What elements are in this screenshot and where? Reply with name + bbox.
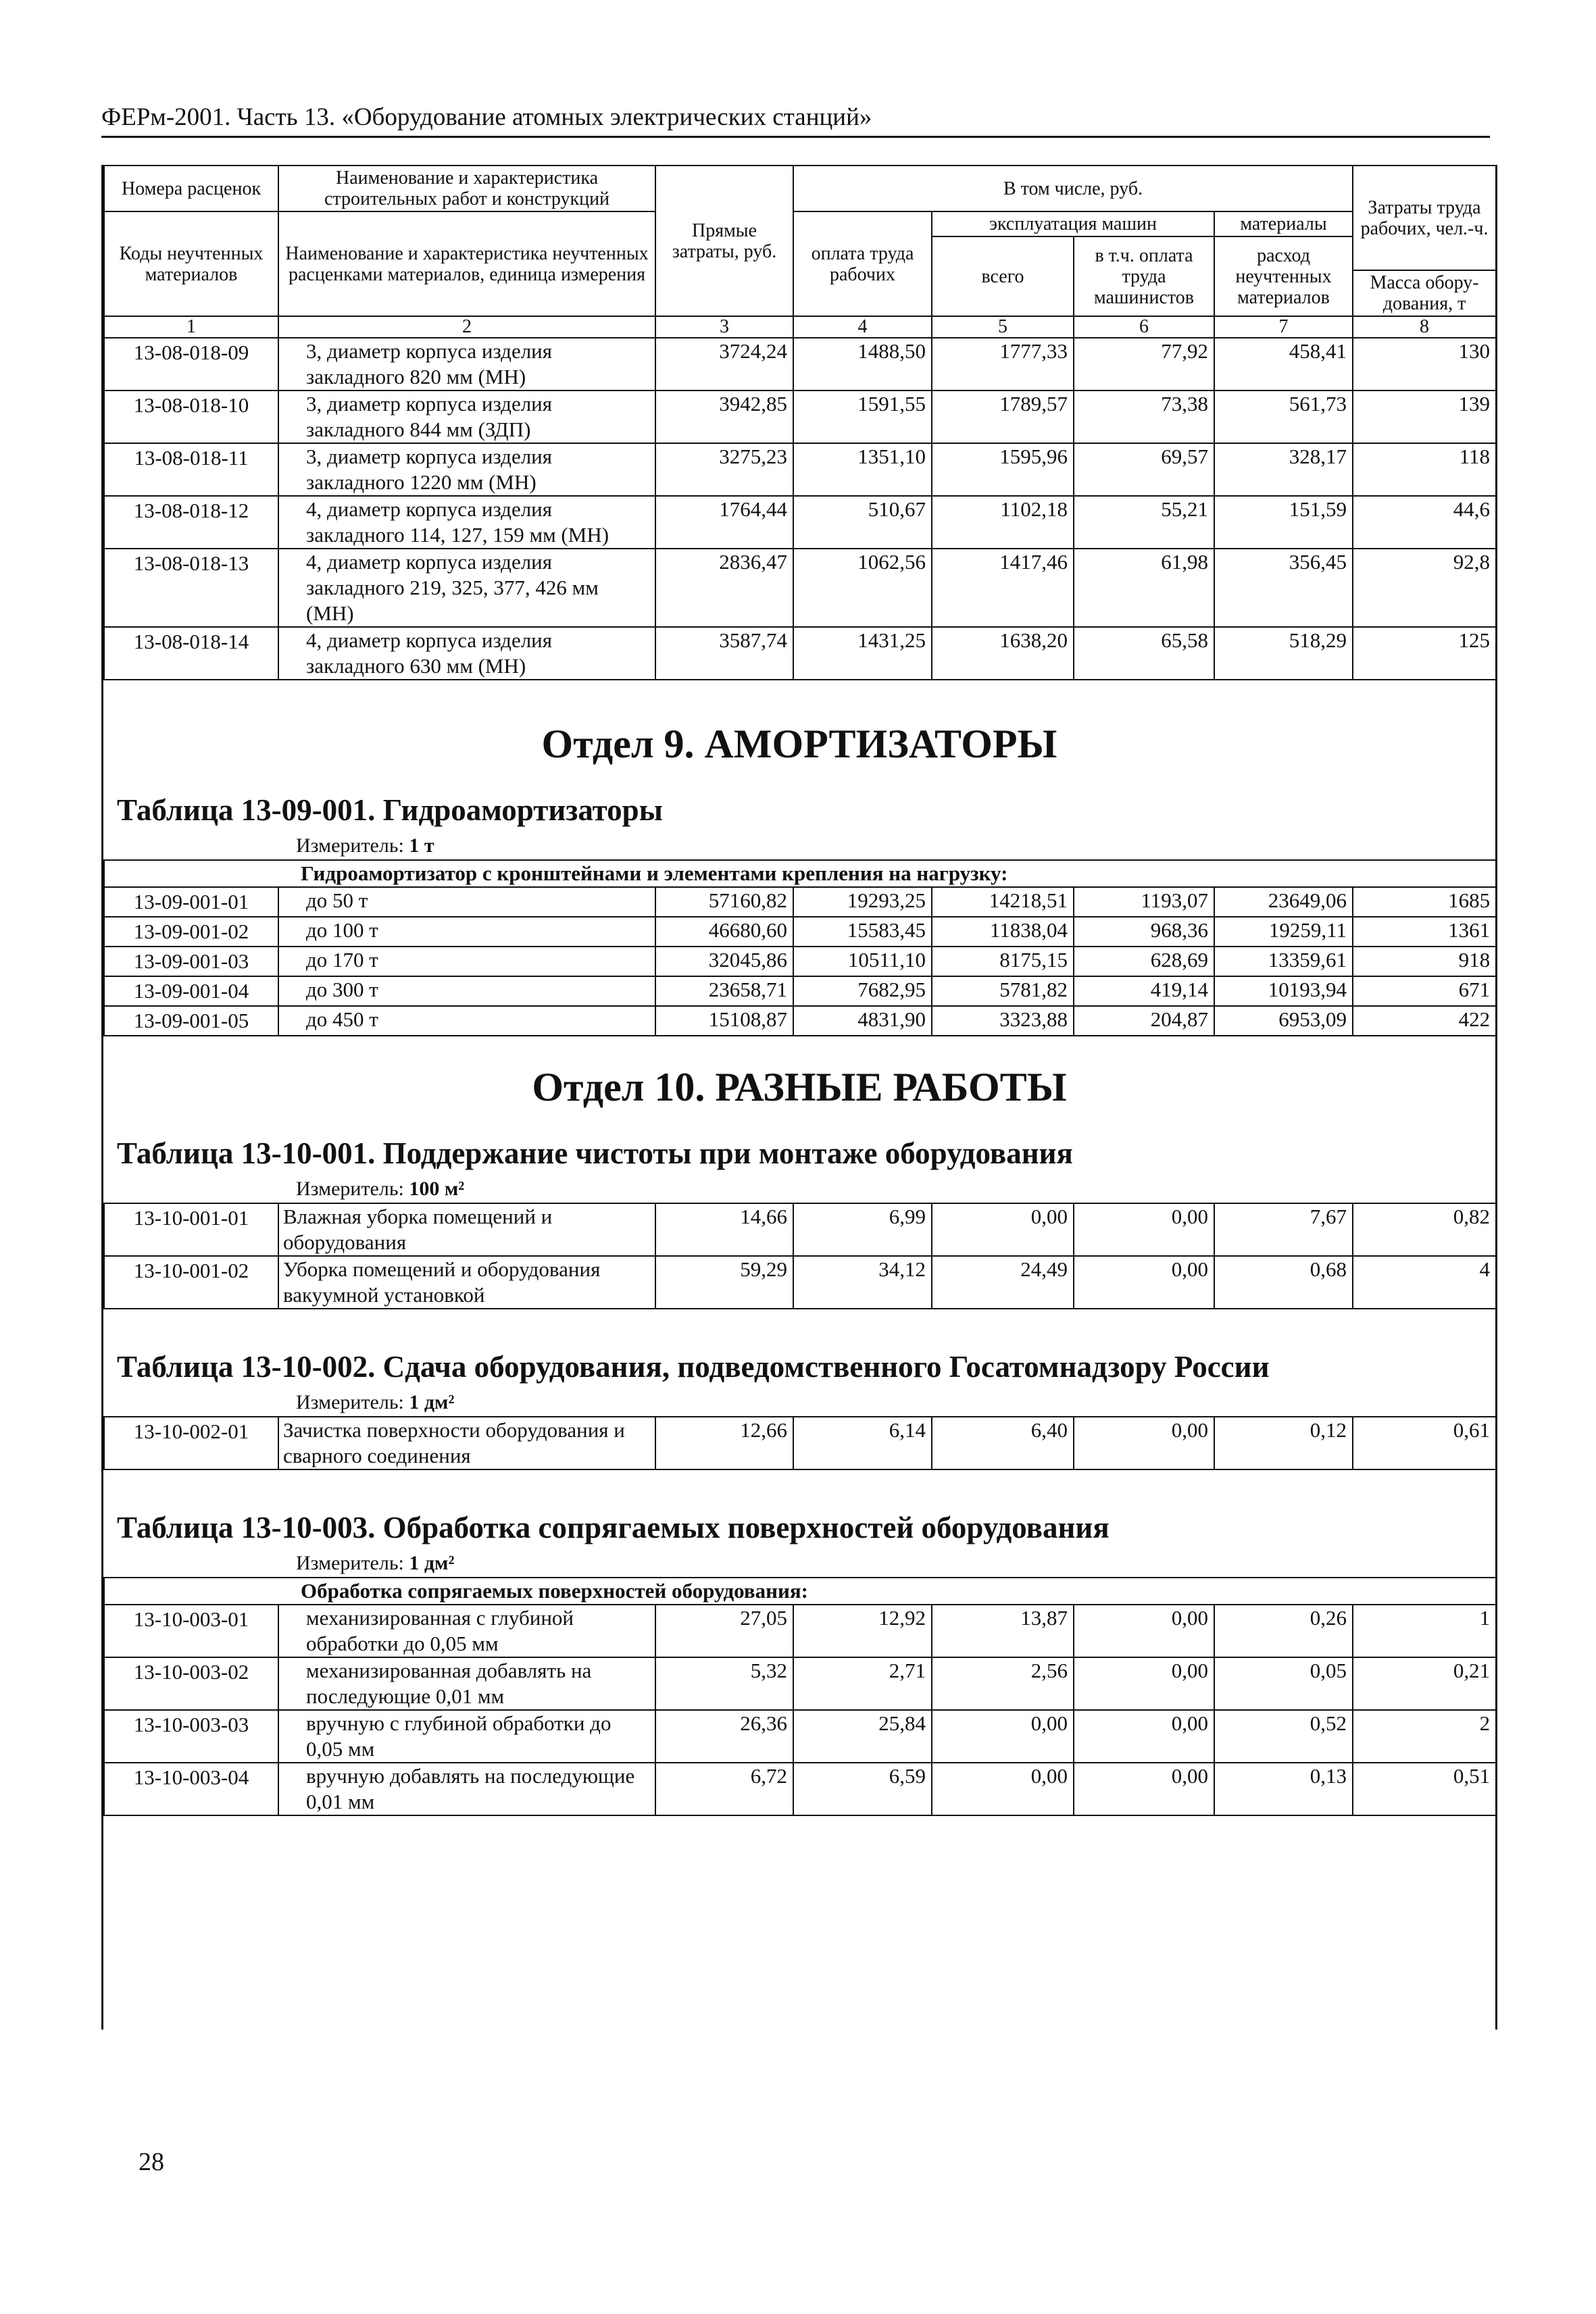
rate-name: вручную добавлять на последующие 0,01 мм [278, 1763, 655, 1815]
table-row [104, 627, 1496, 680]
unit-label: Измеритель: [296, 1552, 404, 1574]
direct-costs-value: 3275,23 [655, 443, 793, 496]
unit-value: 100 м² [409, 1178, 465, 1200]
machinist-wages-value: 0,00 [1074, 1256, 1214, 1309]
table-13-10-001-body [104, 1203, 1496, 1309]
rate-code: 13-10-002-01 [104, 1417, 278, 1469]
labor-value: 92,8 [1353, 549, 1496, 627]
machines-total-value: 2,56 [932, 1657, 1074, 1710]
materials-value: 19259,11 [1214, 917, 1353, 947]
machinist-wages-value: 0,00 [1074, 1203, 1214, 1256]
rate-code: 13-10-003-04 [104, 1763, 278, 1815]
rate-name: Зачистка поверхности оборудования и сварного соединения [278, 1417, 655, 1469]
machinist-wages-value: 0,00 [1074, 1710, 1214, 1763]
machinist-wages-value: 69,57 [1074, 443, 1214, 496]
direct-costs-value: 26,36 [655, 1710, 793, 1763]
direct-costs-value: 2836,47 [655, 549, 793, 627]
labor-value: 0,61 [1353, 1417, 1496, 1469]
machines-total-value: 1595,96 [932, 443, 1074, 496]
machines-total-value: 8175,15 [932, 947, 1074, 976]
table-row [104, 549, 1496, 627]
machinist-wages-value: 0,00 [1074, 1417, 1214, 1469]
page-number: 28 [139, 2148, 164, 2176]
unit-value: 1 дм² [409, 1552, 455, 1574]
rate-code: 13-10-003-01 [104, 1605, 278, 1657]
labor-value: 4 [1353, 1256, 1496, 1309]
rate-name: вручную с глубиной обработки до 0,05 мм [278, 1710, 655, 1763]
table-13-09-001 [103, 859, 1497, 1036]
table-row [104, 1203, 1496, 1256]
labor-value: 118 [1353, 443, 1496, 496]
machines-total-value: 0,00 [932, 1710, 1074, 1763]
labor-value: 130 [1353, 338, 1496, 391]
direct-costs-value: 57160,82 [655, 887, 793, 917]
rate-code: 13-08-018-14 [104, 627, 278, 680]
materials-value: 23649,06 [1214, 887, 1353, 917]
machines-total-value: 13,87 [932, 1605, 1074, 1657]
machinist-wages-value: 77,92 [1074, 338, 1214, 391]
machinist-wages-value: 628,69 [1074, 947, 1214, 976]
materials-value: 0,05 [1214, 1657, 1353, 1710]
column-number: 3 [655, 316, 793, 338]
rate-name: до 300 т [278, 976, 655, 1006]
rate-name: до 450 т [278, 1006, 655, 1036]
header-codes-top: Номера расценок [104, 166, 278, 211]
wages-value: 1351,10 [793, 443, 932, 496]
table-row [104, 1006, 1496, 1036]
materials-value: 356,45 [1214, 549, 1353, 627]
materials-value: 0,52 [1214, 1710, 1353, 1763]
labor-value: 0,21 [1353, 1657, 1496, 1710]
table-row [104, 917, 1496, 947]
machines-total-value: 0,00 [932, 1763, 1074, 1815]
table-row [104, 887, 1496, 917]
direct-costs-value: 3942,85 [655, 391, 793, 443]
column-number: 4 [793, 316, 932, 338]
table-row [104, 496, 1496, 549]
rate-name: до 50 т [278, 887, 655, 917]
direct-costs-value: 15108,87 [655, 1006, 793, 1036]
materials-value: 0,26 [1214, 1605, 1353, 1657]
table-row [104, 391, 1496, 443]
column-number: 8 [1353, 316, 1496, 338]
table-13-09-001-title: Таблица 13-09-001. Гидроамортизаторы [117, 793, 663, 827]
table-13-10-002-unit [296, 1389, 1495, 1416]
wages-value: 12,92 [793, 1605, 932, 1657]
rate-name: 3, диаметр корпуса изделия закладного 844 мм (ЗДП) [278, 391, 655, 443]
header-machines: эксплуатация машин [932, 211, 1214, 236]
wages-value: 2,71 [793, 1657, 932, 1710]
materials-value: 561,73 [1214, 391, 1353, 443]
rate-code: 13-10-003-03 [104, 1710, 278, 1763]
column-header-table [103, 165, 1497, 693]
materials-value: 6953,09 [1214, 1006, 1353, 1036]
rate-name: 3, диаметр корпуса изделия закладного 820 мм (МН) [278, 338, 655, 391]
machinist-wages-value: 0,00 [1074, 1763, 1214, 1815]
direct-costs-value: 23658,71 [655, 976, 793, 1006]
table-row [104, 1657, 1496, 1710]
table-13-10-003 [103, 1577, 1497, 1816]
labor-value: 1361 [1353, 917, 1496, 947]
rate-name: Уборка помещений и оборудования вакуумной установкой [278, 1256, 655, 1309]
section-10-title: Отдел 10. РАЗНЫЕ РАБОТЫ [532, 1065, 1067, 1109]
direct-costs-value: 3587,74 [655, 627, 793, 680]
running-header: ФЕРм-2001. Часть 13. «Оборудование атомных электрических станций» [101, 103, 1490, 138]
table-13-10-003-title: Таблица 13-10-003. Обработка сопрягаемых поверхностей оборудования [117, 1511, 1109, 1544]
table-row [104, 443, 1496, 496]
wages-value: 1431,25 [793, 627, 932, 680]
machines-total-value: 0,00 [932, 1203, 1074, 1256]
unit-label: Измеритель: [296, 1178, 404, 1200]
wages-value: 1591,55 [793, 391, 932, 443]
unit-label: Измеритель: [296, 1391, 404, 1413]
materials-value: 0,68 [1214, 1256, 1353, 1309]
materials-value: 518,29 [1214, 627, 1353, 680]
rate-name: механизированная добавлять на последующие 0,01 мм [278, 1657, 655, 1710]
table-row [104, 1417, 1496, 1469]
machinist-wages-value: 0,00 [1074, 1605, 1214, 1657]
rate-code: 13-09-001-02 [104, 917, 278, 947]
machines-total-value: 6,40 [932, 1417, 1074, 1469]
machinist-wages-value: 73,38 [1074, 391, 1214, 443]
rate-code: 13-09-001-03 [104, 947, 278, 976]
rate-code: 13-08-018-09 [104, 338, 278, 391]
table-row [104, 1763, 1496, 1815]
labor-value: 125 [1353, 627, 1496, 680]
materials-value: 0,13 [1214, 1763, 1353, 1815]
rate-code: 13-09-001-01 [104, 887, 278, 917]
labor-value: 918 [1353, 947, 1496, 976]
machines-total-value: 11838,04 [932, 917, 1074, 947]
wages-value: 1062,56 [793, 549, 932, 627]
machinist-wages-value: 419,14 [1074, 976, 1214, 1006]
direct-costs-value: 27,05 [655, 1605, 793, 1657]
rate-name: 4, диаметр корпуса изделия закладного 114, 127, 159 мм (МН) [278, 496, 655, 549]
wages-value: 6,99 [793, 1203, 932, 1256]
materials-value: 328,17 [1214, 443, 1353, 496]
labor-value: 0,51 [1353, 1763, 1496, 1815]
rate-code: 13-09-001-04 [104, 976, 278, 1006]
rate-code: 13-10-001-01 [104, 1203, 278, 1256]
rate-name: 3, диаметр корпуса изделия закладного 1220 мм (МН) [278, 443, 655, 496]
materials-value: 458,41 [1214, 338, 1353, 391]
machinist-wages-value: 1193,07 [1074, 887, 1214, 917]
wages-value: 6,59 [793, 1763, 932, 1815]
machinist-wages-value: 204,87 [1074, 1006, 1214, 1036]
table-row [104, 338, 1496, 391]
rate-name: до 100 т [278, 917, 655, 947]
wages-value: 1488,50 [793, 338, 932, 391]
labor-value: 1685 [1353, 887, 1496, 917]
materials-value: 7,67 [1214, 1203, 1353, 1256]
header-direct-costs: Прямые затраты, руб. [655, 166, 793, 316]
rate-code: 13-09-001-05 [104, 1006, 278, 1036]
table-row [104, 976, 1496, 1006]
machines-total-value: 3323,88 [932, 1006, 1074, 1036]
rate-name: до 170 т [278, 947, 655, 976]
direct-costs-value: 59,29 [655, 1256, 793, 1309]
group-caption: Гидроамортизатор с кронштейнами и элементами крепления на нагрузку: [104, 860, 1496, 887]
table-13-09-001-body [104, 887, 1496, 1036]
direct-costs-value: 6,72 [655, 1763, 793, 1815]
rate-code: 13-08-018-11 [104, 443, 278, 496]
direct-costs-value: 14,66 [655, 1203, 793, 1256]
rate-name: 4, диаметр корпуса изделия закладного 219, 325, 377, 426 мм (МН) [278, 549, 655, 627]
machines-total-value: 14218,51 [932, 887, 1074, 917]
header-materials-unaccounted: расход неучтенных материалов [1214, 236, 1353, 316]
document-frame [101, 165, 1497, 2030]
table-13-10-001-title: Таблица 13-10-001. Поддержание чистоты при монтаже оборудования [117, 1136, 1073, 1170]
machinist-wages-value: 61,98 [1074, 549, 1214, 627]
wages-value: 510,67 [793, 496, 932, 549]
header-mass: Масса обору-дования, т [1353, 270, 1496, 316]
machines-total-value: 24,49 [932, 1256, 1074, 1309]
machines-total-value: 1789,57 [932, 391, 1074, 443]
wages-value: 7682,95 [793, 976, 932, 1006]
machinist-wages-value: 968,36 [1074, 917, 1214, 947]
table-row [104, 1256, 1496, 1309]
machines-total-value: 1777,33 [932, 338, 1074, 391]
direct-costs-value: 32045,86 [655, 947, 793, 976]
header-labor: Затраты труда рабочих, чел.-ч. [1353, 166, 1496, 270]
rate-name: Влажная уборка помещений и оборудования [278, 1203, 655, 1256]
header-codes-bottom: Коды неучтенных материалов [104, 211, 278, 316]
header-incl: В том числе, руб. [793, 166, 1353, 211]
column-number: 7 [1214, 316, 1353, 338]
direct-costs-value: 1764,44 [655, 496, 793, 549]
labor-value: 671 [1353, 976, 1496, 1006]
column-number: 6 [1074, 316, 1214, 338]
machinist-wages-value: 55,21 [1074, 496, 1214, 549]
labor-value: 139 [1353, 391, 1496, 443]
header-machines-total: всего [932, 236, 1074, 316]
table-13-10-003-body [104, 1605, 1496, 1815]
table-13-10-003-unit [296, 1550, 1495, 1577]
labor-value: 1 [1353, 1605, 1496, 1657]
materials-value: 13359,61 [1214, 947, 1353, 976]
rate-code: 13-08-018-10 [104, 391, 278, 443]
group-caption: Обработка сопрягаемых поверхностей оборудования: [104, 1578, 1496, 1605]
machinist-wages-value: 0,00 [1074, 1657, 1214, 1710]
direct-costs-value: 5,32 [655, 1657, 793, 1710]
header-materials: материалы [1214, 211, 1353, 236]
table-13-10-002-title: Таблица 13-10-002. Сдача оборудования, подведомственного Госатомнадзору России [117, 1350, 1270, 1384]
column-number: 2 [278, 316, 655, 338]
wages-value: 10511,10 [793, 947, 932, 976]
labor-value: 422 [1353, 1006, 1496, 1036]
rate-code: 13-08-018-12 [104, 496, 278, 549]
table-018-body [104, 338, 1496, 680]
materials-value: 151,59 [1214, 496, 1353, 549]
section-9-title: Отдел 9. АМОРТИЗАТОРЫ [541, 722, 1057, 766]
rate-code: 13-08-018-13 [104, 549, 278, 627]
machines-total-value: 1102,18 [932, 496, 1074, 549]
unit-label: Измеритель: [296, 834, 404, 857]
rate-name: механизированная с глубиной обработки до 0,05 мм [278, 1605, 655, 1657]
materials-value: 10193,94 [1214, 976, 1353, 1006]
header-wages: оплата труда рабочих [793, 211, 932, 316]
labor-value: 0,82 [1353, 1203, 1496, 1256]
rate-name: 4, диаметр корпуса изделия закладного 630 мм (МН) [278, 627, 655, 680]
table-13-10-002-body [104, 1417, 1496, 1469]
machines-total-value: 1417,46 [932, 549, 1074, 627]
column-number: 1 [104, 316, 278, 338]
table-13-10-002 [103, 1416, 1497, 1470]
wages-value: 19293,25 [793, 887, 932, 917]
header-name-top: Наименование и характеристика строительных работ и конструкций [278, 166, 655, 211]
rate-code: 13-10-001-02 [104, 1256, 278, 1309]
rate-code: 13-10-003-02 [104, 1657, 278, 1710]
unit-value: 1 дм² [409, 1391, 455, 1413]
table-row [104, 1605, 1496, 1657]
table-row [104, 947, 1496, 976]
wages-value: 4831,90 [793, 1006, 932, 1036]
wages-value: 34,12 [793, 1256, 932, 1309]
wages-value: 25,84 [793, 1710, 932, 1763]
labor-value: 2 [1353, 1710, 1496, 1763]
column-number: 5 [932, 316, 1074, 338]
wages-value: 6,14 [793, 1417, 932, 1469]
materials-value: 0,12 [1214, 1417, 1353, 1469]
wages-value: 15583,45 [793, 917, 932, 947]
column-number-row [104, 316, 1496, 338]
direct-costs-value: 46680,60 [655, 917, 793, 947]
table-row [104, 1710, 1496, 1763]
labor-value: 44,6 [1353, 496, 1496, 549]
table-13-10-001 [103, 1203, 1497, 1309]
table-13-10-001-unit [296, 1176, 1495, 1203]
table-13-09-001-unit [296, 832, 1495, 859]
direct-costs-value: 3724,24 [655, 338, 793, 391]
header-name-bottom: Наименование и характеристика неучтенных расценками материалов, единица измерения [278, 211, 655, 316]
machines-total-value: 1638,20 [932, 627, 1074, 680]
unit-value: 1 т [409, 834, 434, 857]
header-machines-wages: в т.ч. оплата труда машинистов [1074, 236, 1214, 316]
machines-total-value: 5781,82 [932, 976, 1074, 1006]
machinist-wages-value: 65,58 [1074, 627, 1214, 680]
direct-costs-value: 12,66 [655, 1417, 793, 1469]
